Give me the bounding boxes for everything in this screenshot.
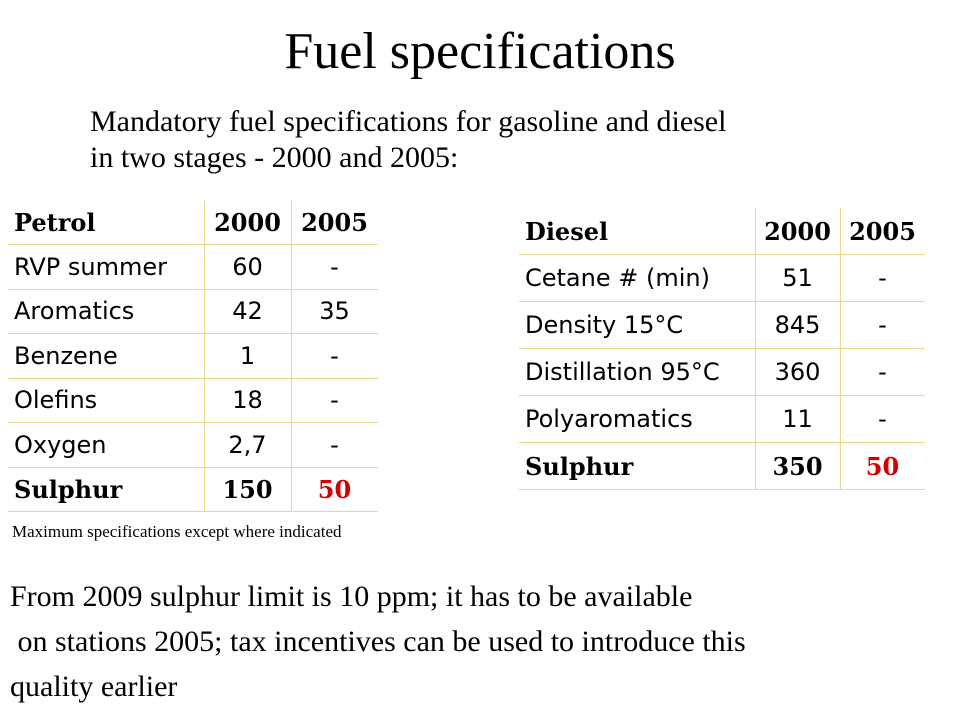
header-cell: 2005 [291,200,378,245]
table-header-row [519,208,925,255]
parameter-cell: RVP summer [8,245,204,290]
parameter-cell: Cetane # (min) [519,255,755,302]
table-row [8,289,378,334]
value-cell: 60 [204,245,291,290]
highlight-value-cell: 50 [840,443,925,490]
value-cell: 350 [755,443,840,490]
table-row [519,396,925,443]
page-title: Fuel specifications [284,23,676,80]
petrol-table [8,200,378,512]
bottom-text [10,574,950,709]
value-cell: - [291,245,378,290]
table-row-sulphur [519,443,925,490]
value-cell: 360 [755,349,840,396]
parameter-cell: Density 15°C [519,302,755,349]
parameter-cell: Polyaromatics [519,396,755,443]
header-cell: 2005 [840,208,925,255]
header-cell: 2000 [755,208,840,255]
parameter-cell: Sulphur [8,467,204,512]
value-cell: 2,7 [204,423,291,468]
parameter-cell: Olefins [8,378,204,423]
bottom-line-3: quality earlier [10,670,178,703]
value-cell: - [840,396,925,443]
intro-line-1: Mandatory fuel specifications for gasoline and diesel [90,105,727,138]
table-row [8,334,378,379]
header-cell: Petrol [8,200,204,245]
table-row [8,423,378,468]
value-cell: - [840,255,925,302]
header-cell: 2000 [204,200,291,245]
value-cell: 845 [755,302,840,349]
value-cell: 1 [204,334,291,379]
table-row [519,349,925,396]
highlight-value-cell: 50 [291,467,378,512]
intro-text [90,104,910,176]
footnote: Maximum specifications except where indicated [12,522,342,541]
parameter-cell: Aromatics [8,289,204,334]
value-cell: 42 [204,289,291,334]
table-row-sulphur [8,467,378,512]
parameter-cell: Benzene [8,334,204,379]
value-cell: 18 [204,378,291,423]
value-cell: - [840,302,925,349]
parameter-cell: Sulphur [519,443,755,490]
value-cell: 150 [204,467,291,512]
bottom-line-1: From 2009 sulphur limit is 10 ppm; it has to be available [10,580,693,613]
table-header-row [8,200,378,245]
table-row [519,302,925,349]
parameter-cell: Distillation 95°C [519,349,755,396]
table-row [8,245,378,290]
header-cell: Diesel [519,208,755,255]
bottom-line-2: on stations 2005; tax incentives can be used to introduce this [10,625,746,658]
value-cell: - [291,334,378,379]
intro-line-2: in two stages - 2000 and 2005: [90,141,459,174]
value-cell: - [291,423,378,468]
value-cell: - [291,378,378,423]
value-cell: 11 [755,396,840,443]
table-row [8,378,378,423]
value-cell: 51 [755,255,840,302]
value-cell: 35 [291,289,378,334]
diesel-table [519,208,925,490]
table-row [519,255,925,302]
value-cell: - [840,349,925,396]
parameter-cell: Oxygen [8,423,204,468]
